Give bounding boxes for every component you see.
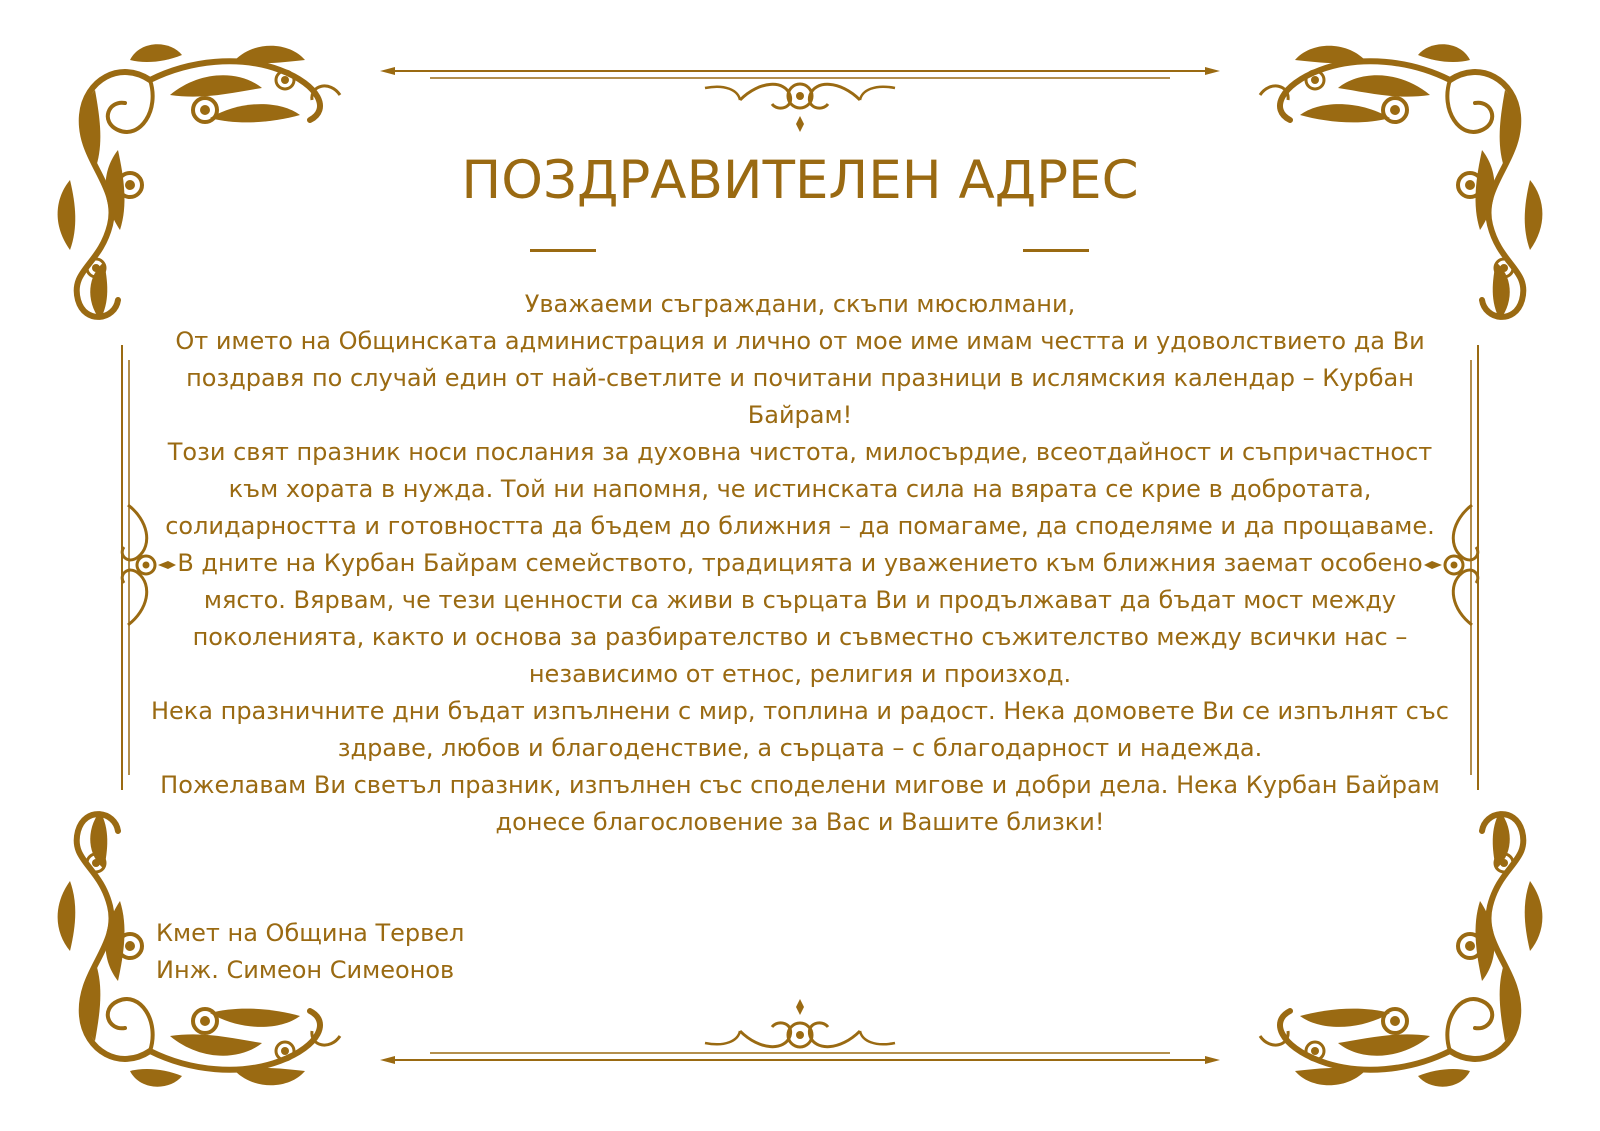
top-border [380, 67, 1220, 132]
signature-block [156, 915, 464, 989]
signature-position: Кмет на Община Тервел [156, 919, 465, 947]
greeting-paragraph: От името на Общинската администрация и лично от мое име имам честта и удоволствието да Ви поздравя по случай един от най-светлите и почитани празници в ислямския календар – Курбан Байрам! [175, 327, 1425, 429]
bottom-border [380, 999, 1220, 1064]
document-title: ПОЗДРАВИТЕЛЕН АДРЕС [461, 150, 1139, 211]
title-dash-left [530, 249, 596, 252]
greeting-body [150, 286, 1450, 841]
title-dash-right [1023, 249, 1089, 252]
greeting-paragraph: В дните на Курбан Байрам семейството, традицията и уважението към ближния заемат особено място. Вярвам, че тези ценности са живи в сърцата Ви и продължават да бъдат мост между поколенията, както и основа за разбирателство и съвместно съжителство между всички нас – независимо от етнос, религия и произход. [177, 549, 1423, 688]
greeting-paragraph: Този свят празник носи послания за духовна чистота, милосърдие, всеотдайност и съпричастност към хората в нужда. Той ни напомня, че истинската сила на вярата се крие в добротата, солидарността и готовността да бъдем до ближния – да помагаме, да споделяме и да прощаваме. [165, 438, 1435, 540]
greeting-salutation: Уважаеми съграждани, скъпи мюсюлмани, [524, 290, 1076, 318]
floral-corner-bottom-right [1260, 811, 1542, 1087]
greeting-paragraph: Нека празничните дни бъдат изпълнени с мир, топлина и радост. Нека домовете Ви се изпълнят със здраве, любов и благоденствие, а сърцата – с благодарност и надежда. [150, 697, 1449, 762]
greeting-paragraph: Пожелавам Ви светъл празник, изпълнен със споделени мигове и добри дела. Нека Курбан Байрам донесе благословение за Вас и Вашите близки! [160, 771, 1440, 836]
signature-name: Инж. Симеон Симеонов [156, 956, 455, 984]
